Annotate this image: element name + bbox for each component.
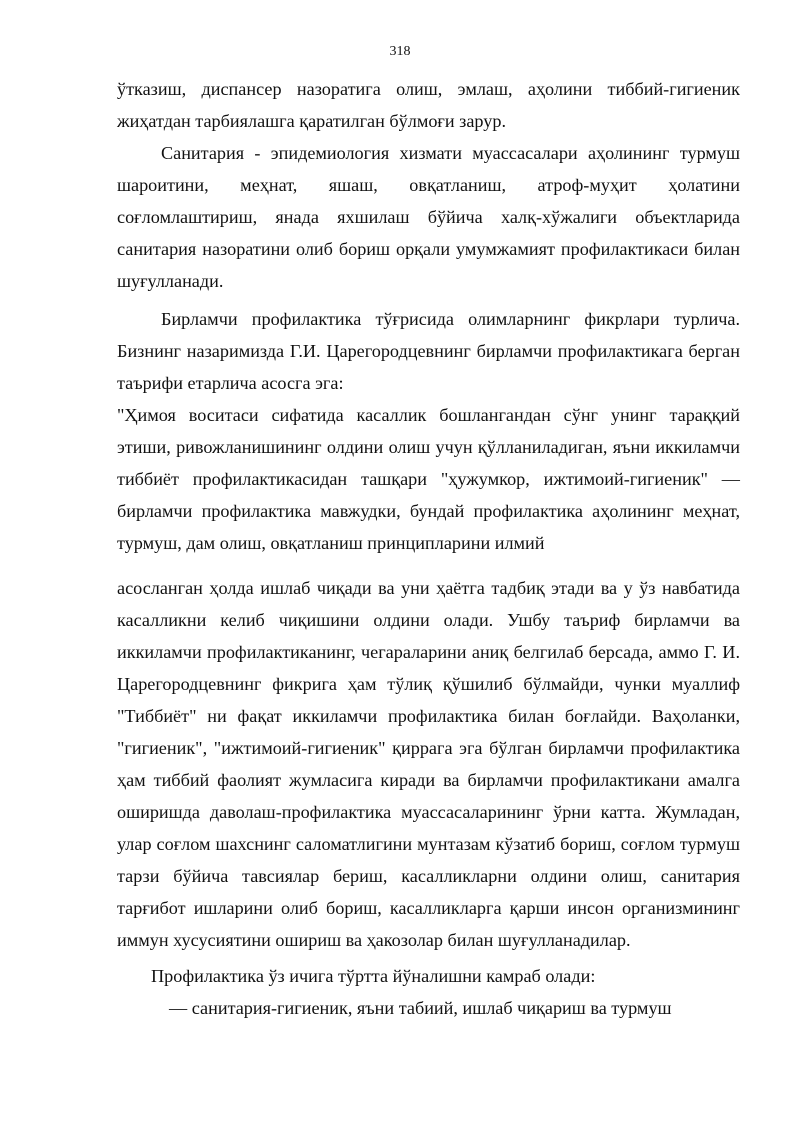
paragraph-2: Санитария - эпидемиология хизмати муассасалари аҳолининг турмуш шароитини, меҳнат, яшаш, овқатланиш, атроф-муҳит ҳолатини соғломлаштириш, янада яхшилаш бўйича халқ-хўжалиги объектларида санитария назоратини олиб бориш орқали умумжамият профилактикаси билан шуғулланади. xyxy=(117,143,740,291)
paragraph-4: "Ҳимоя воситаси сифатида касаллик бошлангандан сўнг унинг тараққий этиши, ривожланишининг олдини олиш учун қўлланиладиган, яъни иккиламчи тиббиёт профилактикасидан ташқари "ҳужумкор, ижтимоий-гигиеник" — бирламчи профилактика мавжудки, бундай профилактика аҳолининг меҳнат, турмуш, дам олиш, овқатланиш принципларини илмий xyxy=(117,405,740,553)
text-block-bottom xyxy=(117,572,740,1024)
paragraph-7: — санитария-гигиеник, яъни табиий, ишлаб чиқариш ва турмуш xyxy=(169,998,672,1018)
paragraph-1: ўтказиш, диспансер назоратига олиш, эмлаш, аҳолини тиббий-гигиеник жиҳатдан тарбиялашга қаратилган бўлмоғи зарур. xyxy=(117,79,740,131)
paragraph-6: Профилактика ўз ичига тўртта йўналишни камраб олади: xyxy=(151,966,596,986)
page-number: 318 xyxy=(389,44,411,59)
text-block-top xyxy=(117,73,740,559)
paragraph-3: Бирламчи профилактика тўғрисида олимларнинг фикрлари турлича. Бизнинг назаримизда Г.И. Царегородцевнинг бирламчи профилактикага берган таърифи етарлича асосга эга: xyxy=(117,309,740,393)
paragraph-5: асосланган ҳолда ишлаб чиқади ва уни ҳаётга тадбиқ этади ва у ўз навбатида касалликни келиб чиқишини олдини олади. Ушбу таъриф бирламчи ва иккиламчи профилактиканинг, чегараларини аниқ белгилаб берсада, аммо Г. И. Царегородцевнинг фикрига ҳам тўлиқ қўшилиб бўлмайди, чунки муаллиф "Тиббиёт" ни фақат иккиламчи профилактика билан боғлайди. Ваҳоланки, "гигиеник", "ижтимоий-гигиеник" қиррага эга бўлган бирламчи профилактика ҳам тиббий фаолият жумласига киради ва бирламчи профилактикани амалга оширишда даволаш-профилактика муассасаларининг ўрни катта. Жумладан, улар соғлом шахснинг саломатлигини мунтазам кўзатиб бориш, соғлом турмуш тарзи бўйича тавсиялар бериш, касалликларни олдини олиш, санитария тарғибот ишларини олиб бориш, касалликларга қарши инсон организмининг иммун хусусиятини ошириш ва ҳакозолар билан шуғулланадилар. xyxy=(117,578,740,950)
